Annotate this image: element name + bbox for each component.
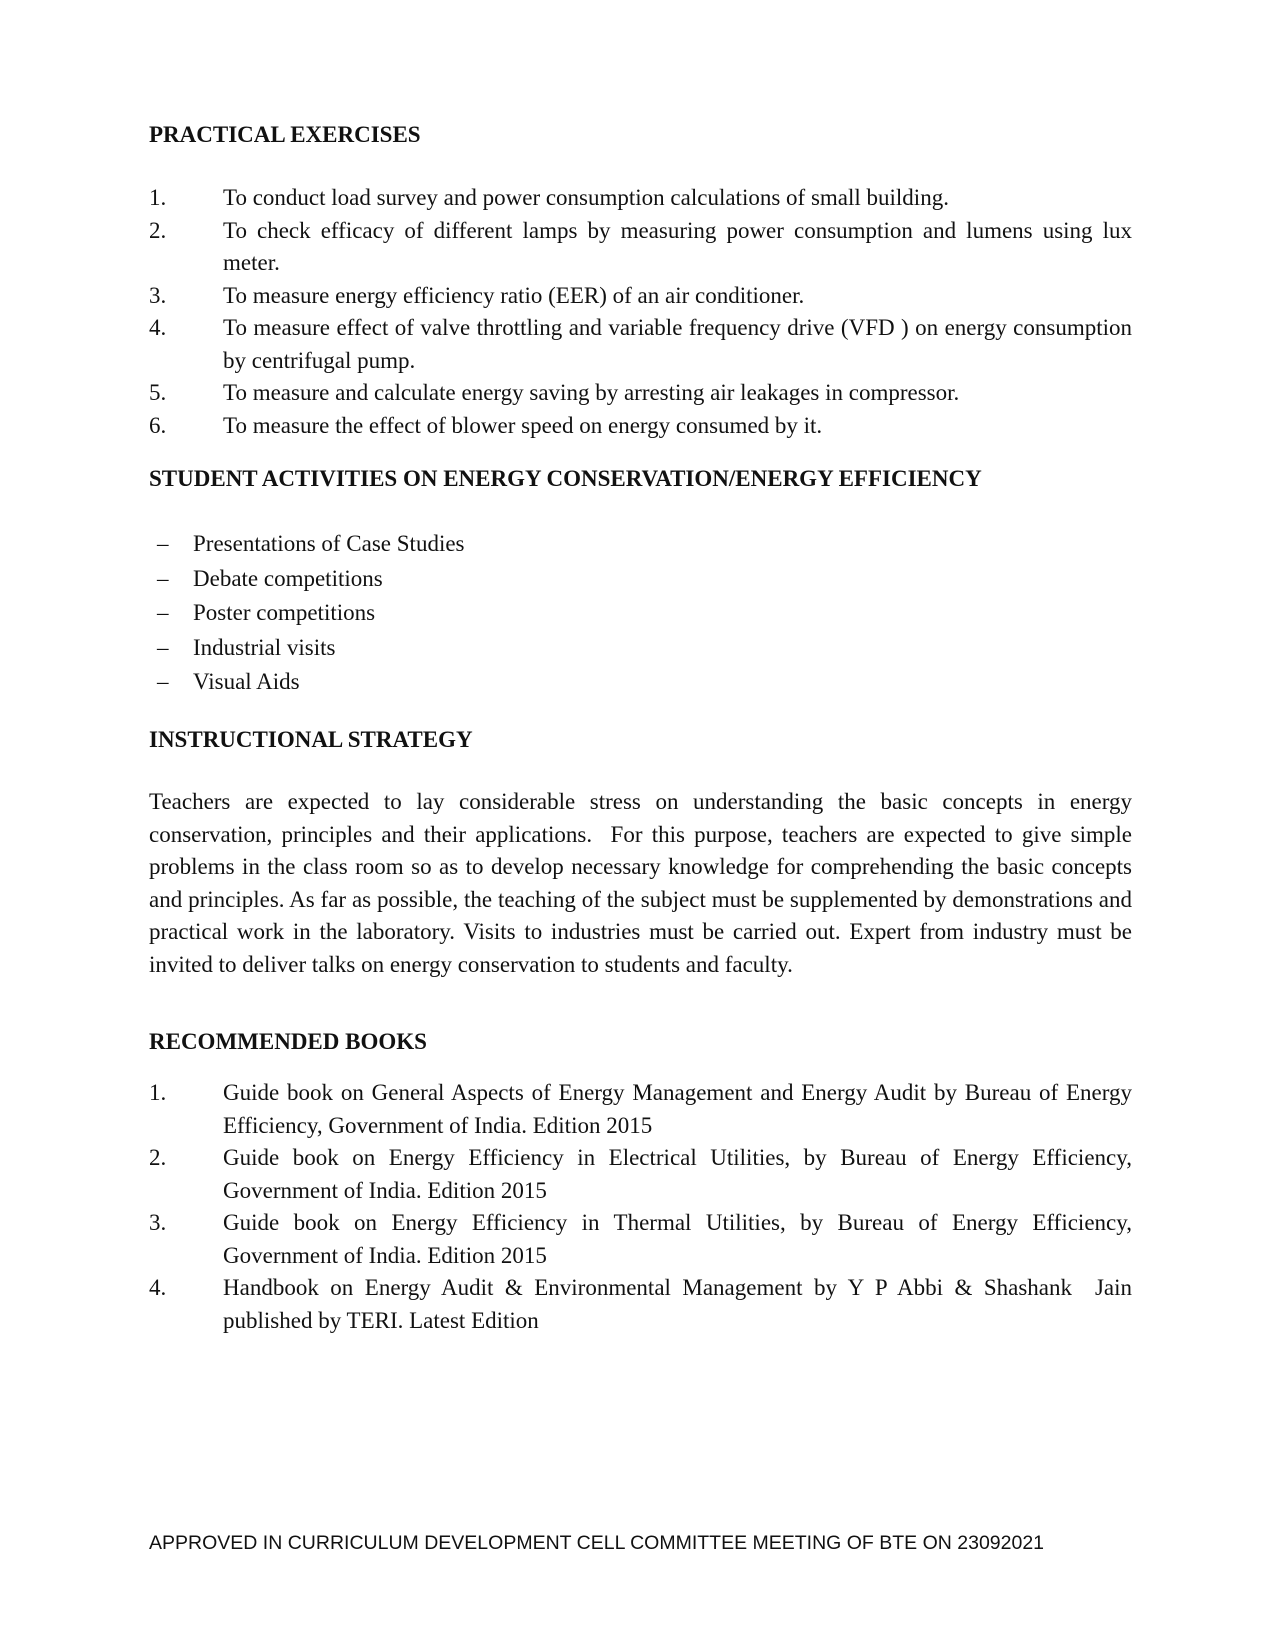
list-item bbox=[149, 562, 749, 597]
item-text: Guide book on Energy Efficiency in Thermal Utilities, by Bureau of Energy Efficiency, Government of India. Edition 2015 bbox=[223, 1210, 1132, 1268]
item-text: Poster competitions bbox=[193, 600, 376, 625]
item-text: To measure energy efficiency ratio (EER) of an air conditioner. bbox=[223, 282, 805, 308]
item-text: To measure effect of valve throttling and variable frequency drive (VFD ) on energy consumption by centrifugal pump. bbox=[223, 315, 1132, 373]
instructional-strategy-paragraph: Teachers are expected to lay considerable stress on understanding the basic concepts in energy conservation, principles and their applications. For this purpose, teachers are expected to give simple problems in the class room so as to develop necessary knowledge for comprehending the basic concepts and principles. As far as possible, the teaching of the subject must be supplemented by demonstrations and practical work in the laboratory. Visits to industries must be carried out. Expert from industry must be invited to deliver talks on energy conservation to students and faculty. bbox=[149, 789, 1138, 977]
list-item bbox=[149, 280, 1132, 313]
item-text: Presentations of Case Studies bbox=[193, 531, 465, 556]
dash-bullet: – bbox=[157, 634, 169, 660]
student-activities-heading: STUDENT ACTIVITIES ON ENERGY CONSERVATION/ENERGY EFFICIENCY bbox=[149, 466, 982, 491]
item-number: 1. bbox=[149, 1080, 167, 1105]
item-number: 6. bbox=[149, 412, 167, 438]
list-item bbox=[149, 596, 749, 631]
list-item bbox=[149, 377, 1132, 410]
practical-exercises-heading: PRACTICAL EXERCISES bbox=[149, 122, 421, 147]
dash-bullet: – bbox=[157, 531, 169, 556]
approval-footer: APPROVED IN CURRICULUM DEVELOPMENT CELL COMMITTEE MEETING OF BTE ON 23092021 bbox=[149, 1532, 1045, 1554]
instructional-strategy-heading: INSTRUCTIONAL STRATEGY bbox=[149, 727, 473, 752]
list-item bbox=[149, 1272, 1138, 1337]
list-item bbox=[149, 1207, 1132, 1272]
dash-bullet: – bbox=[157, 600, 169, 625]
item-text: Handbook on Energy Audit & Environmental Management by Y P Abbi & Shashank Jain published by TERI. Latest Edition bbox=[223, 1275, 1138, 1333]
recommended-books-list bbox=[149, 1077, 1138, 1337]
dash-bullet: – bbox=[157, 669, 169, 694]
item-number: 4. bbox=[149, 1275, 167, 1300]
list-item bbox=[149, 631, 749, 666]
dash-bullet: – bbox=[157, 565, 169, 591]
list-item bbox=[149, 312, 1132, 377]
list-item bbox=[149, 527, 749, 562]
item-number: 4. bbox=[149, 315, 167, 340]
student-activities-list bbox=[149, 527, 749, 700]
item-number: 5. bbox=[149, 380, 167, 405]
list-item bbox=[149, 215, 1132, 280]
list-item bbox=[149, 1077, 1132, 1142]
item-text: Visual Aids bbox=[193, 669, 300, 694]
list-item bbox=[149, 1142, 1132, 1207]
item-text: Debate competitions bbox=[193, 565, 383, 591]
item-text: Industrial visits bbox=[193, 634, 336, 660]
item-text: Guide book on General Aspects of Energy Management and Energy Audit by Bureau of Energy Efficiency, Government of India. Edition 2015 bbox=[223, 1080, 1132, 1138]
item-number: 3. bbox=[149, 282, 167, 308]
item-number: 1. bbox=[149, 185, 167, 210]
item-text: Guide book on Energy Efficiency in Electrical Utilities, by Bureau of Energy Efficiency, Government of India. Edition 2015 bbox=[223, 1145, 1132, 1203]
item-text: To measure and calculate energy saving by arresting air leakages in compressor. bbox=[223, 380, 960, 405]
item-text: To conduct load survey and power consumption calculations of small building. bbox=[223, 185, 949, 210]
item-number: 2. bbox=[149, 1145, 167, 1170]
item-text: To check efficacy of different lamps by measuring power consumption and lumens using lux meter. bbox=[223, 217, 1132, 275]
item-number: 2. bbox=[149, 217, 167, 243]
recommended-books-heading: RECOMMENDED BOOKS bbox=[149, 1029, 427, 1054]
list-item bbox=[149, 182, 1132, 215]
list-item bbox=[149, 410, 1132, 443]
item-text: To measure the effect of blower speed on energy consumed by it. bbox=[223, 412, 823, 438]
list-item bbox=[149, 665, 749, 700]
item-number: 3. bbox=[149, 1210, 167, 1235]
practical-exercises-list bbox=[149, 182, 1132, 442]
